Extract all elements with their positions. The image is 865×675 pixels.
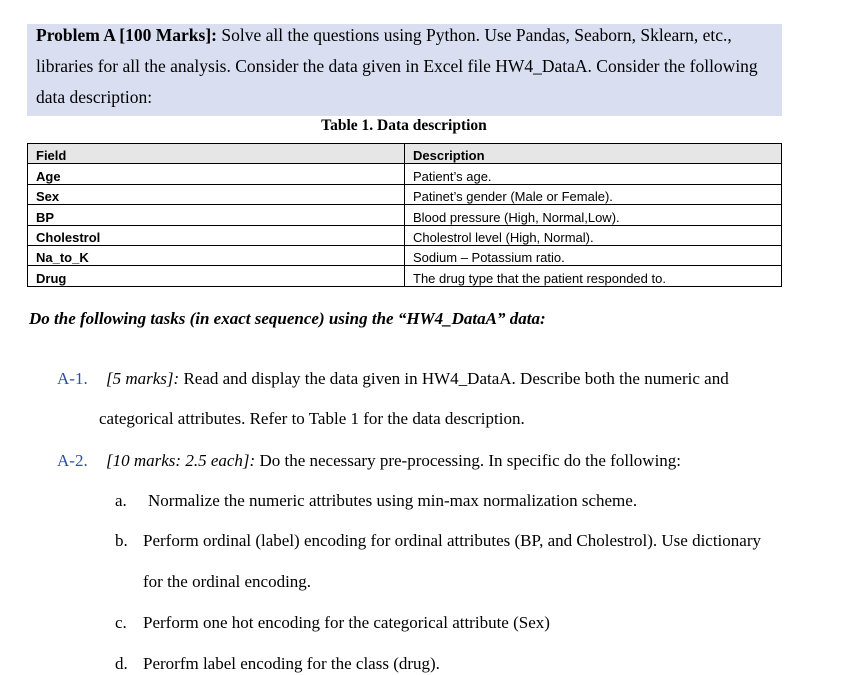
field-cell: Na_to_K [28,245,405,265]
field-cell: Age [28,164,405,184]
table-row [28,205,782,225]
table-row [28,225,782,245]
task-a1-line-2: categorical attributes. Refer to Table 1 for the data description. [99,409,525,428]
field-cell: Sex [28,184,405,204]
task-a1-marks: [5 marks]: [106,369,180,388]
subitem-d-label: d. [115,654,128,673]
table-header-row [28,144,782,164]
task-a1-line-1 [106,368,729,390]
problem-heading: Problem A [100 Marks]: [36,25,217,45]
description-cell: Cholestrol level (High, Normal). [405,225,782,245]
field-cell: BP [28,205,405,225]
subitem-a-text: Normalize the numeric attributes using min-max normalization scheme. [148,491,638,510]
table-row [28,164,782,184]
field-cell: Drug [28,266,405,286]
table-row [28,266,782,286]
problem-line-1-text: Solve all the questions using Python. Use Pandas, Seaborn, Sklearn, etc., [216,25,732,45]
subitem-c-label: c. [115,613,127,632]
table-row [28,245,782,265]
instruction-heading: Do the following tasks (in exact sequence) using the “HW4_DataA” data: [29,309,546,328]
description-cell: Sodium – Potassium ratio. [405,245,782,265]
problem-line-1 [36,24,776,46]
description-cell: Blood pressure (High, Normal,Low). [405,205,782,225]
field-cell: Cholestrol [28,225,405,245]
task-a2-text: Do the necessary pre-processing. In specific do the following: [255,451,682,470]
subitem-b-label: b. [115,531,128,550]
problem-line-3: data description: [36,87,153,107]
task-a2-line [106,450,681,472]
table-caption: Table 1. Data description [321,117,487,134]
subitem-a-label: a. [115,491,127,510]
data-description-table [27,143,782,287]
task-a1-label: A-1. [57,369,88,388]
description-cell: The drug type that the patient responded to. [405,266,782,286]
description-cell: Patient’s age. [405,164,782,184]
subitem-d-text: Perorfm label encoding for the class (drug). [143,654,440,673]
subitem-c-text: Perform one hot encoding for the categorical attribute (Sex) [143,613,550,632]
subitem-b-line-2: for the ordinal encoding. [143,572,312,591]
header-description: Description [405,144,782,164]
task-a1-text: Read and display the data given in HW4_DataA. Describe both the numeric and [179,369,729,388]
description-cell: Patinet’s gender (Male or Female). [405,184,782,204]
task-a2-marks: [10 marks: 2.5 each]: [106,451,256,470]
task-a2-label: A-2. [57,451,88,470]
subitem-b-line-1: Perform ordinal (label) encoding for ordinal attributes (BP, and Cholestrol). Use dictionary [143,531,761,550]
problem-line-2: libraries for all the analysis. Consider the data given in Excel file HW4_DataA. Consider the following [36,56,758,76]
table-row [28,184,782,204]
header-field: Field [28,144,405,164]
